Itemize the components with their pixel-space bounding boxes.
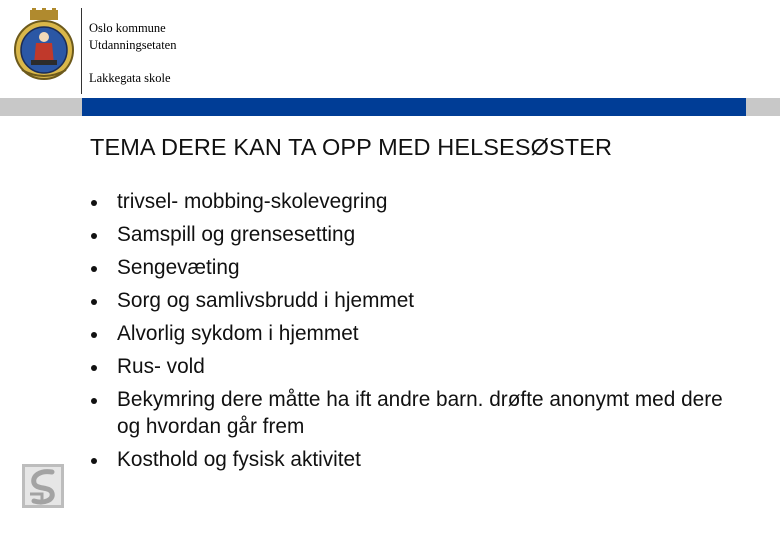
list-item (88, 222, 728, 249)
bullet-list (88, 189, 728, 480)
list-item-text: Sengevæting (117, 256, 240, 279)
list-item-text: Samspill og grensesetting (117, 223, 356, 246)
org-name: Oslo kommune (89, 21, 166, 35)
bullet-icon (91, 332, 97, 338)
list-item (88, 354, 728, 381)
list-item-text: Bekymring dere måtte ha ift andre barn. drøfte anonymt med dere og hvordan går frem (117, 388, 723, 438)
school-name: Lakkegata skole (89, 71, 171, 85)
list-item-text: Kosthold og fysisk aktivitet (117, 447, 361, 471)
bullet-icon (91, 266, 97, 272)
oslo-coat-of-arms-icon (12, 8, 76, 84)
bullet-icon (91, 398, 97, 404)
list-item-text: trivsel- mobbing-skolevegring (117, 190, 388, 213)
list-item (88, 387, 728, 440)
slide-title: TEMA DERE KAN TA OPP MED HELSESØSTER (90, 134, 613, 160)
bullet-icon (91, 200, 97, 206)
bullet-icon (91, 299, 97, 305)
list-item (88, 189, 728, 216)
bullet-icon (91, 233, 97, 239)
list-item (88, 447, 728, 474)
list-item (88, 321, 728, 348)
list-item-text: Sorg og samlivsbrudd i hjemmet (117, 289, 415, 312)
oslo-symbol-icon (22, 464, 64, 508)
bullet-icon (91, 458, 97, 464)
bullet-icon (91, 365, 97, 371)
header-divider (81, 8, 82, 94)
department-name: Utdanningsetaten (89, 38, 177, 52)
list-item-text: Alvorlig sykdom i hjemmet (117, 322, 359, 345)
list-item-text: Rus- vold (117, 355, 205, 378)
list-item (88, 255, 728, 282)
header-band-blue (82, 98, 746, 116)
list-item (88, 288, 728, 315)
slide-header (0, 0, 780, 96)
